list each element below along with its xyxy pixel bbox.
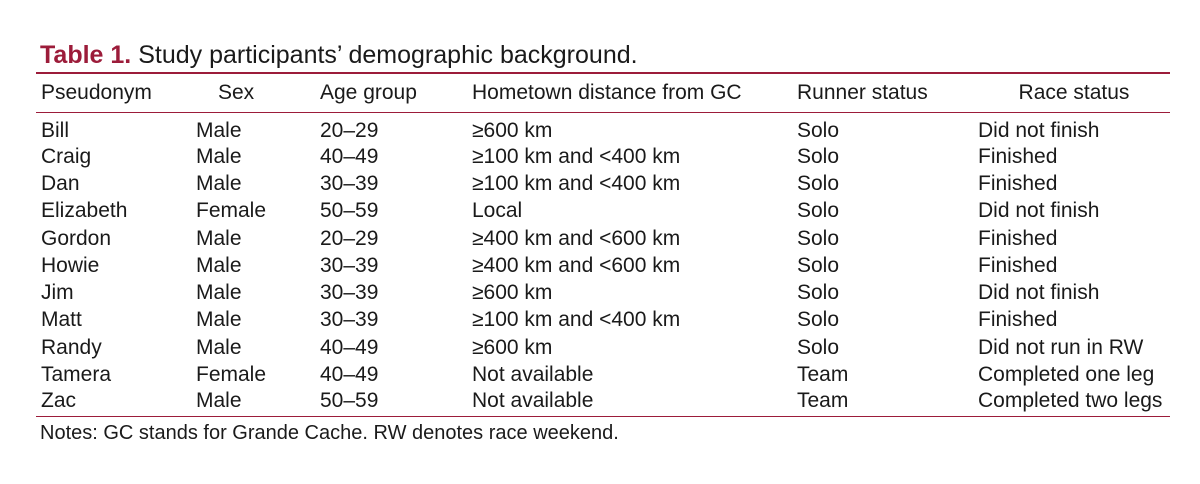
cell-age-group: 30–39 bbox=[320, 308, 379, 332]
cell-pseudonym: Howie bbox=[41, 253, 100, 277]
cell-age-group: 40–49 bbox=[320, 144, 379, 168]
header-race-status: Race status bbox=[978, 74, 1170, 113]
cell-runner-status: Solo bbox=[797, 281, 840, 305]
cell-sex: Female bbox=[196, 199, 267, 223]
cell-sex: Male bbox=[196, 281, 242, 305]
table-row bbox=[36, 307, 1170, 334]
table-row bbox=[36, 198, 1170, 225]
cell-pseudonym: Bill bbox=[41, 119, 70, 142]
table-header bbox=[36, 74, 1170, 113]
cell-hometown-distance: ≥100 km and <400 km bbox=[472, 308, 681, 332]
cell-runner-status: Solo bbox=[797, 253, 840, 277]
cell-age-group: 40–49 bbox=[320, 363, 379, 387]
table-row bbox=[36, 334, 1170, 361]
table-row bbox=[36, 279, 1170, 306]
demographics-table bbox=[36, 74, 1170, 416]
table-notes: Notes: GC stands for Grande Cache. RW denotes race weekend. bbox=[40, 421, 619, 444]
table-row bbox=[36, 389, 1170, 416]
cell-age-group: 20–29 bbox=[320, 119, 379, 142]
cell-pseudonym: Gordon bbox=[41, 226, 112, 250]
cell-hometown-distance: Local bbox=[472, 199, 523, 223]
cell-pseudonym: Randy bbox=[41, 335, 102, 359]
cell-runner-status: Solo bbox=[797, 199, 840, 223]
cell-race-status: Finished bbox=[978, 144, 1058, 168]
table-row bbox=[36, 252, 1170, 279]
cell-age-group: 50–59 bbox=[320, 389, 379, 413]
cell-sex: Male bbox=[196, 253, 242, 277]
cell-race-status: Finished bbox=[978, 226, 1058, 250]
cell-hometown-distance: Not available bbox=[472, 363, 594, 387]
cell-runner-status: Solo bbox=[797, 335, 840, 359]
cell-hometown-distance: ≥600 km bbox=[472, 281, 553, 305]
table-row bbox=[36, 361, 1170, 388]
cell-age-group: 30–39 bbox=[320, 281, 379, 305]
cell-race-status: Finished bbox=[978, 171, 1058, 195]
cell-pseudonym: Elizabeth bbox=[41, 199, 128, 223]
cell-sex: Male bbox=[196, 226, 242, 250]
table-row bbox=[36, 113, 1170, 144]
table-container bbox=[36, 40, 1170, 445]
header-sex: Sex bbox=[196, 74, 320, 113]
cell-sex: Female bbox=[196, 363, 267, 387]
cell-sex: Male bbox=[196, 144, 242, 168]
cell-pseudonym: Jim bbox=[41, 281, 74, 305]
cell-race-status: Did not finish bbox=[978, 281, 1100, 305]
table-title: Study participants’ demographic background. bbox=[138, 41, 638, 69]
cell-race-status: Did not finish bbox=[978, 199, 1100, 223]
header-pseudonym: Pseudonym bbox=[36, 74, 196, 113]
table-row bbox=[36, 225, 1170, 252]
cell-race-status: Did not finish bbox=[978, 119, 1100, 142]
cell-race-status: Completed one leg bbox=[978, 363, 1155, 387]
cell-runner-status: Solo bbox=[797, 308, 840, 332]
cell-pseudonym: Craig bbox=[41, 144, 92, 168]
cell-hometown-distance: ≥400 km and <600 km bbox=[472, 226, 681, 250]
cell-age-group: 40–49 bbox=[320, 335, 379, 359]
cell-race-status: Completed two legs bbox=[978, 389, 1163, 413]
table-row bbox=[36, 170, 1170, 197]
cell-hometown-distance: ≥400 km and <600 km bbox=[472, 253, 681, 277]
cell-sex: Male bbox=[196, 335, 242, 359]
cell-pseudonym: Tamera bbox=[41, 363, 112, 387]
cell-sex: Male bbox=[196, 308, 242, 332]
table-caption bbox=[40, 40, 1170, 70]
cell-age-group: 20–29 bbox=[320, 226, 379, 250]
cell-pseudonym: Matt bbox=[41, 308, 82, 332]
bottom-rule bbox=[36, 416, 1170, 417]
cell-hometown-distance: ≥600 km bbox=[472, 119, 553, 142]
cell-runner-status: Solo bbox=[797, 171, 840, 195]
cell-hometown-distance: Not available bbox=[472, 389, 594, 413]
table-number: Table 1. bbox=[40, 41, 132, 69]
header-runner-status: Runner status bbox=[797, 74, 978, 113]
cell-pseudonym: Zac bbox=[41, 389, 77, 413]
cell-hometown-distance: ≥100 km and <400 km bbox=[472, 144, 681, 168]
cell-race-status: Finished bbox=[978, 253, 1058, 277]
cell-race-status: Did not run in RW bbox=[978, 335, 1144, 359]
header-row bbox=[36, 74, 1170, 113]
table-body bbox=[36, 113, 1170, 416]
cell-hometown-distance: ≥100 km and <400 km bbox=[472, 171, 681, 195]
cell-sex: Male bbox=[196, 389, 242, 413]
cell-sex: Male bbox=[196, 171, 242, 195]
cell-race-status: Finished bbox=[978, 308, 1058, 332]
cell-runner-status: Solo bbox=[797, 119, 840, 142]
cell-runner-status: Team bbox=[797, 363, 849, 387]
cell-runner-status: Team bbox=[797, 389, 849, 413]
cell-sex: Male bbox=[196, 119, 242, 142]
cell-runner-status: Solo bbox=[797, 144, 840, 168]
cell-age-group: 30–39 bbox=[320, 253, 379, 277]
cell-runner-status: Solo bbox=[797, 226, 840, 250]
cell-age-group: 50–59 bbox=[320, 199, 379, 223]
cell-pseudonym: Dan bbox=[41, 171, 80, 195]
table-row bbox=[36, 143, 1170, 170]
header-age-group: Age group bbox=[320, 74, 472, 113]
cell-age-group: 30–39 bbox=[320, 171, 379, 195]
cell-hometown-distance: ≥600 km bbox=[472, 335, 553, 359]
header-hometown-distance: Hometown distance from GC bbox=[472, 74, 797, 113]
